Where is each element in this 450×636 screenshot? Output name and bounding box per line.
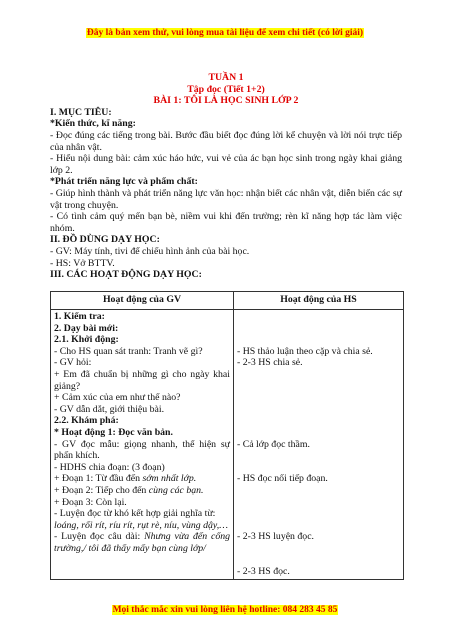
lesson-title: BÀI 1: TÔI LÀ HỌC SINH LỚP 2 (153, 95, 299, 107)
competence-item-2: - Có tình cảm quý mến bạn bè, niềm vui khi đến trường; rèn kĩ năng hợp tác làm việc nhóm. (50, 211, 402, 234)
activity-1-heading: * Hoạt động 1: Đọc văn bản. (54, 426, 173, 438)
student-line: - HS thảo luận theo cặp và chia sẻ. (237, 345, 373, 357)
knowledge-item-1: - Đọc đúng các tiếng trong bài. Bước đầu biết đọc đúng lời kể chuyện và lời nói trực tiếp của nhân vật. (50, 129, 402, 153)
paragraph-2-label: + Đoạn 2: Tiếp cho đến (54, 484, 149, 496)
knowledge-item-2: - Hiểu nội dung bài: cảm xúc háo hức, vui vẻ của ác bạn học sinh trong ngày khai giảng lớp 2. (50, 153, 402, 176)
student-activities-cell (234, 310, 404, 580)
teacher-line: - GV dẫn dắt, giới thiệu bài. (54, 403, 165, 415)
teacher-line: - Cho HS quan sát tranh: Tranh vẽ gì? (54, 345, 203, 357)
preview-banner-text: Đây là bản xem thử, vui lòng mua tài liệu để xem chi tiết (có lời giải) (86, 28, 364, 38)
paragraph-1-end: sớm nhất lớp. (142, 473, 197, 485)
materials-item-1: - GV: Máy tính, tivi để chiếu hình ảnh của bài học. (50, 245, 250, 257)
teacher-line: - HDHS chia đoạn: (3 đoạn) (54, 461, 165, 473)
week-title: TUẦN 1 (208, 72, 244, 83)
subject-title: Tập đọc (Tiết 1+2) (187, 83, 265, 95)
long-sentence-label: - Luyện đọc câu dài: (54, 531, 145, 543)
table-row (51, 310, 404, 580)
hotline-banner (0, 605, 450, 615)
paragraph-2-end: cùng các bạn. (148, 484, 204, 496)
document-body (50, 72, 402, 281)
competence-item-1: - Giúp hình thành và phát triển năng lực văn học: nhận biết các nhân vật, diễn biến các sự vật trong chuyện. (50, 187, 402, 211)
teacher-line (54, 473, 230, 485)
teacher-line (54, 485, 230, 497)
student-line: - 2-3 HS chia sẻ. (237, 357, 303, 369)
difficult-words: loáng, rối rít, ríu rít, rụt rè, níu, vùng dậy,… (54, 519, 228, 531)
hotline-banner-text: Mọi thắc mắc xin vui lòng liên hệ hotline: 084 283 45 85 (112, 605, 338, 615)
step-explore: 2.2. Khám phá: (54, 415, 119, 427)
student-line: - HS đọc nối tiếp đoạn. (237, 473, 328, 485)
section-activities-title: III. CÁC HOẠT ĐỘNG DẠY HỌC: (50, 269, 202, 281)
student-line: - Cả lớp đọc thầm. (237, 438, 310, 450)
teacher-line: - GV đọc mẫu: giọng nhanh, thể hiện sự phấn khích. (54, 438, 230, 462)
preview-banner (0, 28, 450, 38)
teacher-line: - GV hỏi: (54, 357, 92, 369)
knowledge-heading: *Kiến thức, kĩ năng: (50, 118, 136, 130)
table-header-row (51, 292, 404, 310)
student-line: - 2-3 HS đọc. (237, 566, 290, 578)
competence-heading: *Phát triển năng lực và phẩm chất: (50, 176, 198, 188)
student-line: - 2-3 HS luyện đọc. (237, 531, 315, 543)
step-warmup: 2.1. Khởi động: (54, 334, 119, 346)
teacher-line: - Luyện đọc từ khó kết hợp giải nghĩa từ: (54, 508, 216, 520)
column-header-student: Hoạt động của HS (234, 292, 404, 310)
teacher-line (54, 531, 230, 554)
paragraph-1-label: + Đoạn 1: Từ đầu đến (54, 473, 143, 485)
column-header-teacher: Hoạt động của GV (51, 292, 234, 310)
step-check: 1. Kiểm tra: (54, 311, 105, 322)
section-objectives-title: I. MỤC TIÊU: (50, 106, 112, 118)
teacher-line: + Cảm xúc của em như thế nào? (54, 392, 181, 404)
section-materials-title: II. ĐỒ DÙNG DẠY HỌC: (50, 234, 160, 246)
teacher-line: + Em đã chuẩn bị những gì cho ngày khai giảng? (54, 368, 230, 392)
materials-item-2: - HS: Vở BTTV. (50, 257, 115, 269)
teacher-activities-cell (51, 310, 234, 580)
long-sentence-text: Nhưng vừa đến cổng trường,/ tôi đã thấy mấy bạn cùng lớp/ (54, 531, 231, 554)
activities-table (50, 291, 404, 580)
step-new-lesson: 2. Dạy bài mới: (54, 322, 119, 334)
teacher-line: + Đoạn 3: Còn lại. (54, 496, 127, 508)
